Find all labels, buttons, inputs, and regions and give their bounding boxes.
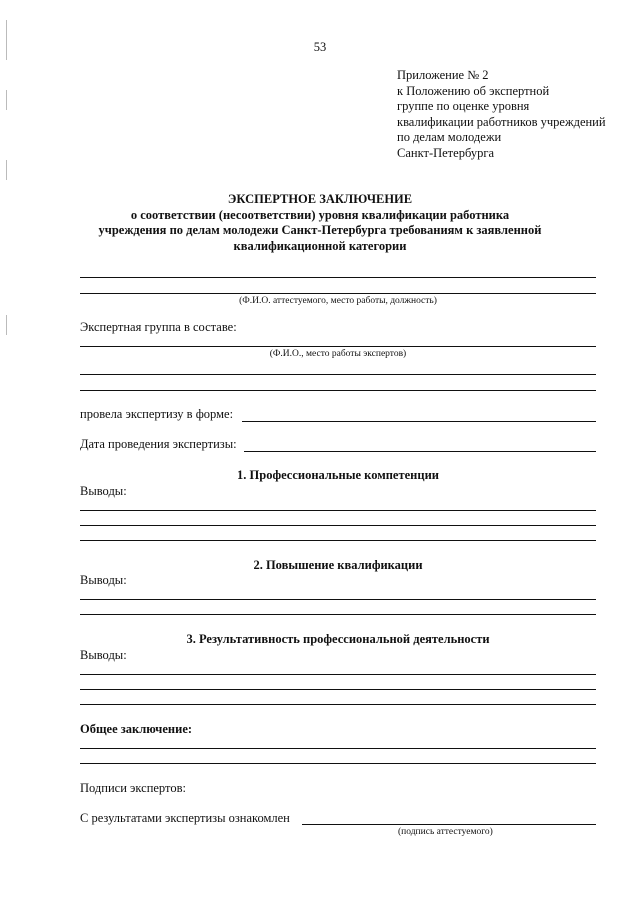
fill-line[interactable]	[80, 525, 596, 526]
signatures-label: Подписи экспертов:	[80, 781, 186, 795]
scan-edge-mark	[6, 315, 7, 335]
appendix-block	[397, 68, 606, 161]
page-number: 53	[313, 40, 327, 54]
section-title: 3. Результативность профессиональной деятельности	[186, 632, 490, 646]
fill-line[interactable]	[80, 704, 596, 705]
fill-line[interactable]	[80, 689, 596, 690]
fill-line[interactable]	[80, 748, 596, 749]
fill-line[interactable]	[80, 763, 596, 764]
fill-line[interactable]	[80, 374, 596, 375]
document-title	[0, 192, 640, 254]
fill-line[interactable]	[80, 614, 596, 615]
fill-line[interactable]	[80, 599, 596, 600]
fill-line[interactable]	[80, 277, 596, 278]
conclusions-label: Выводы:	[80, 648, 127, 662]
fio-caption: (Ф.И.О. аттестуемого, место работы, должность)	[239, 296, 437, 306]
fill-line[interactable]	[80, 346, 596, 347]
appendix-line: Приложение № 2	[397, 68, 489, 82]
section-title: 1. Профессиональные компетенции	[237, 468, 439, 482]
title-sub-line: о соответствии (несоответствии) уровня квалификации работника	[130, 207, 510, 222]
appendix-line: квалификации работников учреждений	[397, 114, 606, 129]
general-conclusion-label: Общее заключение:	[80, 722, 193, 736]
fill-line[interactable]	[80, 674, 596, 675]
appendix-line: к Положению об экспертной	[397, 83, 550, 98]
signature-fill-line[interactable]	[302, 824, 596, 825]
signature-caption: (подпись аттестуемого)	[398, 827, 493, 837]
appendix-line: группе по оценке уровня	[397, 99, 530, 113]
fill-line[interactable]	[80, 510, 596, 511]
date-label: Дата проведения экспертизы:	[80, 437, 237, 451]
form-fill-line[interactable]	[242, 421, 596, 422]
date-fill-line[interactable]	[244, 451, 596, 452]
appendix-line: по делам молодежи	[397, 130, 502, 144]
fill-line[interactable]	[80, 293, 596, 294]
acquainted-label: С результатами экспертизы ознакомлен	[80, 811, 290, 825]
title-sub-line: учреждения по делам молодежи Санкт-Петербурга требованиям к заявленной	[98, 223, 542, 237]
section-title: 2. Повышение квалификации	[253, 558, 423, 572]
fill-line[interactable]	[80, 390, 596, 391]
title-main: ЭКСПЕРТНОЕ ЗАКЛЮЧЕНИЕ	[227, 192, 413, 206]
conclusions-label: Выводы:	[80, 484, 127, 498]
expert-group-caption: (Ф.И.О., место работы экспертов)	[269, 349, 407, 359]
form-label: провела экспертизу в форме:	[80, 407, 234, 421]
expert-group-label: Экспертная группа в составе:	[80, 320, 237, 334]
scan-edge-mark	[6, 90, 7, 110]
title-sub-line: квалификационной категории	[233, 238, 407, 253]
fill-line[interactable]	[80, 540, 596, 541]
appendix-line: Санкт-Петербурга	[397, 145, 495, 160]
scan-edge-mark	[6, 160, 7, 180]
conclusions-label: Выводы:	[80, 573, 127, 587]
